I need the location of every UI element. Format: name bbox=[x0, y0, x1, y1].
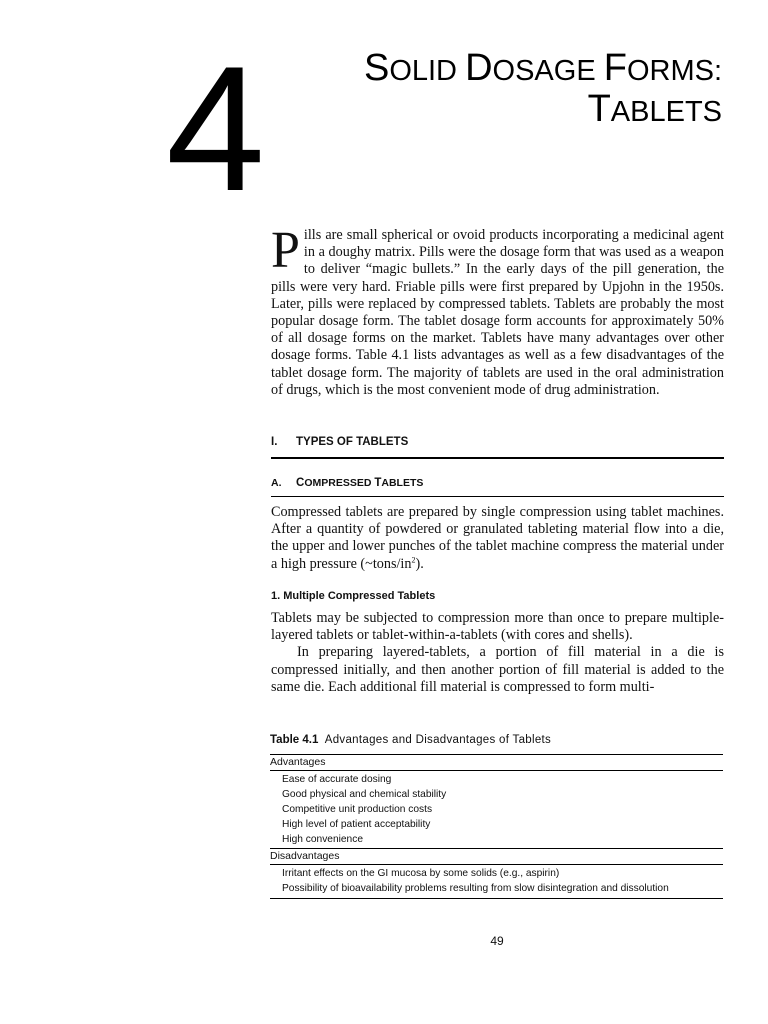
compressed-tablets-paragraph: Compressed tablets are prepared by single compression using tablet machines. After a quantity of powdered or granulated tableting material flow into a die, the upper and lower punches of the tablet machine compress the material under a high pressure $(\sim tons/in^2)$. bbox=[271, 504, 724, 572]
subsection-heading: A. COMPRESSED TABLETS bbox=[271, 477, 724, 497]
table-4-1 bbox=[270, 734, 723, 899]
section-heading: I. TYPES OF TABLETS bbox=[271, 436, 724, 459]
title-line-1: SOLID DOSAGE FORMS: bbox=[363, 47, 722, 89]
table-row: Irritant effects on the GI mucosa by some solids (e.g., aspirin) bbox=[282, 868, 560, 879]
multiple-compressed-heading: 1. Multiple Compressed Tablets bbox=[271, 590, 436, 602]
table-row: Good physical and chemical stability bbox=[282, 789, 447, 800]
intro-text: ills are small spherical or ovoid products incorporating a medicinal agent in a doughy matrix. Pills were the dosage form that was used as a weapon to deliver “magic bullets.” In the early days of the pill generation, the pills were very hard. Friable pills were first prepared by Upjohn in the 1950s. Later, pills were replaced by compressed tablets. Tablets are probably the most popular dosage form. The tablet dosage form accounts for approximately 50% of all dosage forms on the market. Tablets have many advantages over other dosage forms. Table 4.1 lists advantages as well as a few disadvantages of the tablet dosage form. The majority of tablets are used in the oral administration of drugs, which is the most convenient mode of drug administration. bbox=[271, 227, 724, 398]
disadvantages-header: Disadvantages bbox=[270, 850, 340, 862]
table-caption: Table 4.1 Advantages and Disadvantages of Tablets bbox=[270, 734, 552, 746]
table-row: High level of patient acceptability bbox=[282, 819, 431, 830]
title-line-2: TABLETS bbox=[587, 88, 722, 131]
drop-cap: P bbox=[271, 222, 300, 279]
chapter-title bbox=[364, 48, 722, 130]
table-row: Ease of accurate dosing bbox=[282, 774, 392, 785]
table-row: High convenience bbox=[282, 834, 363, 845]
chapter-number: 4 bbox=[166, 29, 261, 228]
multiple-compressed-paragraphs bbox=[271, 610, 724, 696]
table-row: Competitive unit production costs bbox=[282, 804, 433, 815]
disadvantages-list bbox=[270, 865, 723, 898]
page-number: 49 bbox=[490, 934, 504, 948]
intro-paragraph bbox=[271, 222, 724, 399]
table-row: Possibility of bioavailability problems resulting from slow disintegration and dissolution bbox=[282, 883, 669, 894]
paragraph: In preparing layered-tablets, a portion of fill material in a die is compressed initially, and then another portion of fill material is added to the same die. Each additional fill material is compressed to form multi- bbox=[271, 644, 724, 695]
advantages-list bbox=[270, 771, 723, 848]
advantages-header: Advantages bbox=[270, 756, 326, 768]
paragraph: Tablets may be subjected to compression more than once to prepare multiple-layered tablets or tablet-within-a-tablets (with cores and shells). bbox=[271, 610, 724, 644]
